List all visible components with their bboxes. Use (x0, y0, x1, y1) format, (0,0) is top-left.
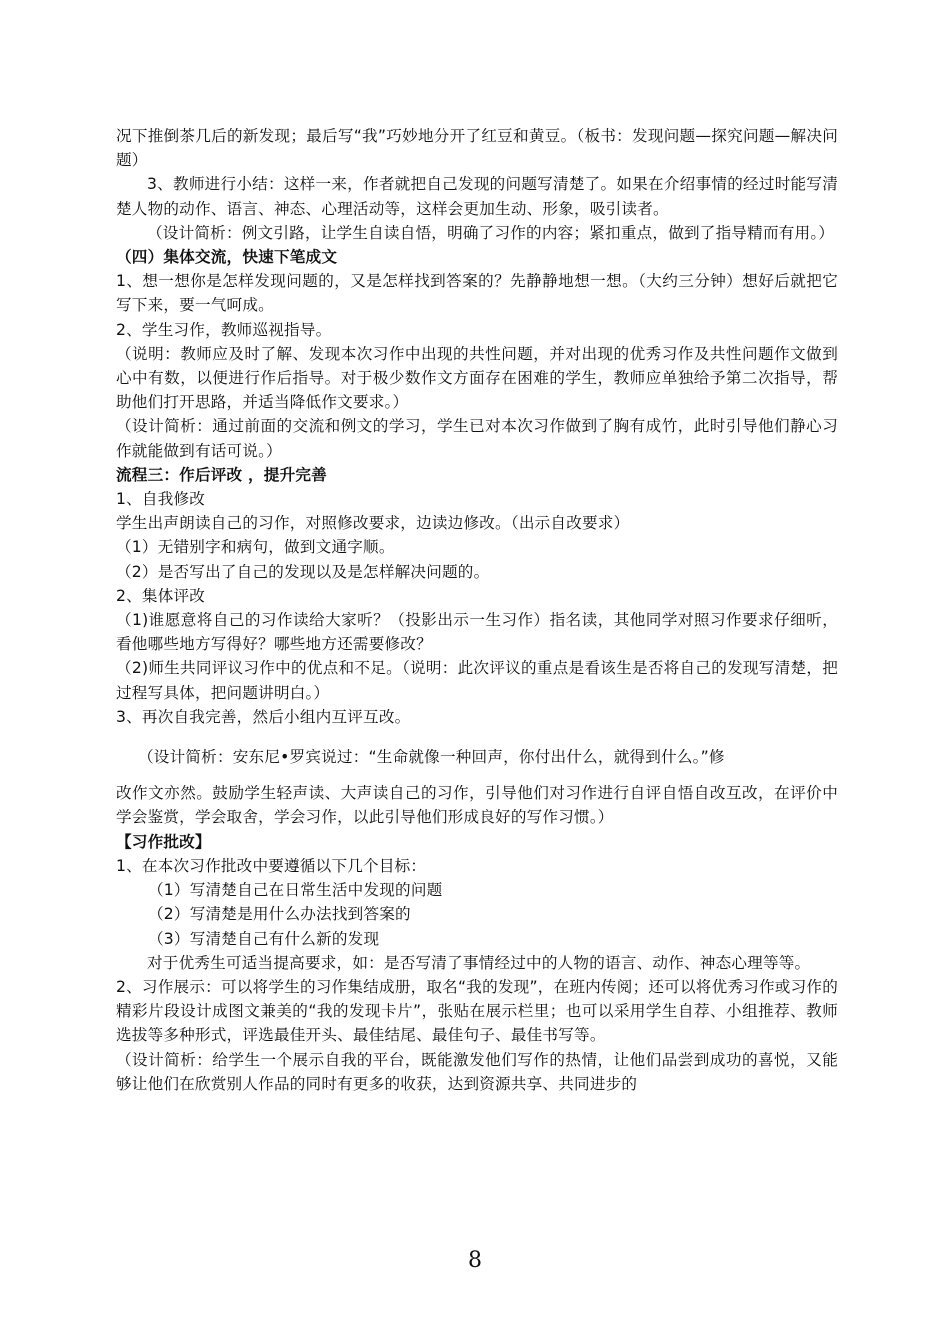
list-item: 1、自我修改 (116, 490, 206, 509)
design-note: （设计简析：例文引路，让学生自读自悟，明确了习作的内容；紧扣重点，做到了指导精而有用。） (147, 223, 835, 242)
paragraph: 3、教师进行小结：这样一来，作者就把自己发现的问题写清楚了。如果在介绍事情的经过时能写清楚人物的动作、语言、神态、心理活动等，这样会更加生动、形象，吸引读者。 (116, 175, 838, 218)
paragraph: 对于优秀生可适当提高要求，如：是否写清了事情经过中的人物的语言、动作、神态心理等等。 (147, 953, 811, 972)
paragraph: 学生出声朗读自己的习作，对照修改要求，边读边修改。（出示自改要求） (116, 514, 630, 533)
paragraph: 改作文亦然。鼓励学生轻声读、大声读自己的习作，引导他们对习作进行自评自悟自改互改，在评价中学会鉴赏，学会取舍，学会习作，以此引导他们形成良好的写作习惯。） (116, 784, 838, 827)
section-heading: 【习作批改】 (116, 832, 211, 851)
paragraph: 况下推倒茶几后的新发现；最后写“我”巧妙地分开了红豆和黄豆。（板书：发现问题—探究问题—解决问题） (116, 127, 838, 170)
paragraph: 2、习作展示：可以将学生的习作集结成册，取名“我的发现”，在班内传阅；还可以将优秀习作或习作的精彩片段设计成图文兼美的“我的发现卡片”，张贴在展示栏里；也可以采用学生自荐、小组推荐、教师选拔等多种形式，评选最佳开头、最佳结尾、最佳句子、最佳书写等。 (116, 977, 838, 1045)
paragraph: 2、学生习作，教师巡视指导。 (116, 320, 332, 339)
document-body (116, 124, 838, 1096)
note: （说明：教师应及时了解、发现本次习作中出现的共性问题，并对出现的优秀习作及共性问题作文做到心中有数，以便进行作后指导。对于极少数作文方面存在困难的学生，教师应单独给予第二次指导，帮助他们打开思路，并适当降低作文要求。） (116, 344, 838, 412)
list-item: （1）写清楚自己在日常生活中发现的问题 (148, 881, 443, 900)
design-note: （设计简析：给学生一个展示自我的平台，既能激发他们写作的热情，让他们品尝到成功的喜悦，又能够让他们在欣赏别人作品的同时有更多的收获，达到资源共享、共同进步的 (116, 1050, 838, 1093)
paragraph: （1)谁愿意将自己的习作读给大家听？（投影出示一生习作）指名读，其他同学对照习作要求仔细听，看他哪些地方写得好？哪些地方还需要修改？ (116, 611, 838, 654)
list-item: （3）写清楚自己有什么新的发现 (148, 929, 380, 948)
paragraph: 1、想一想你是怎样发现问题的，又是怎样找到答案的？先静静地想一想。（大约三分钟）想好后就把它写下来，要一气呵成。 (116, 272, 838, 315)
paragraph: （2)师生共同评议习作中的优点和不足。（说明：此次评议的重点是看该生是否将自己的发现写清楚，把过程写具体，把问题讲明白。） (116, 659, 838, 702)
list-item: 2、集体评改 (116, 586, 206, 605)
design-note: （设计简析：通过前面的交流和例文的学习，学生已对本次习作做到了胸有成竹，此时引导他们静心习作就能做到有话可说。） (116, 417, 838, 460)
list-item: 3、再次自我完善，然后小组内互评互改。 (116, 707, 411, 726)
list-item: （2）是否写出了自己的发现以及是怎样解决问题的。 (116, 562, 490, 581)
list-item: （2）写清楚是用什么办法找到答案的 (148, 905, 411, 924)
paragraph: 1、在本次习作批改中要遵循以下几个目标： (116, 856, 427, 875)
section-heading: 流程三：作后评改 ，提升完善 (116, 465, 327, 484)
list-item: （1）无错别字和病句，做到文通字顺。 (116, 538, 395, 557)
section-heading: （四）集体交流，快速下笔成文 (116, 248, 338, 267)
design-note: （设计简析：安东尼•罗宾说过：“生命就像一种回声，你付出什么，就得到什么。”修 (138, 748, 725, 767)
page-number: 8 (468, 1248, 482, 1273)
